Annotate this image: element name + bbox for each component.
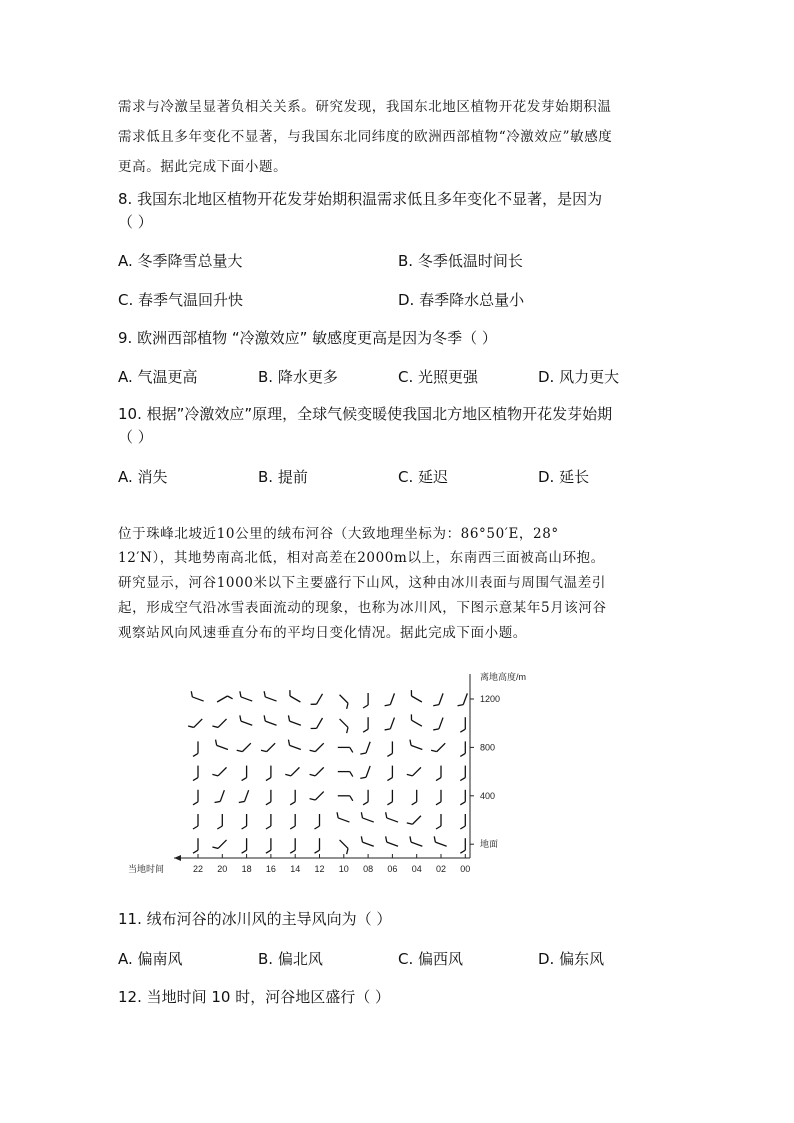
wind-barb: [408, 740, 424, 750]
wind-barb-staff: [412, 720, 422, 726]
wind-barb-feather: [409, 714, 414, 720]
intro2-line-3: 研究显示，河谷1000米以下主要盛行下山风，这种由冰川表面与周围气温差引: [118, 575, 606, 591]
wind-barb-feather: [460, 729, 465, 732]
wind-barb: [409, 690, 424, 702]
wind-barb-staff: [411, 745, 422, 749]
x-axis-arrow: [174, 855, 181, 861]
wind-barb: [336, 695, 350, 709]
wind-barb: [408, 836, 424, 846]
intro2-line-2: 12′N），其地势南高北低，相对高差在2000m以上，东南西三面被高山环抱。: [118, 550, 605, 566]
wind-barb-feather: [290, 802, 295, 805]
wind-barb-feather: [360, 751, 366, 756]
wind-barb-staff: [412, 767, 420, 775]
wind-barb-staff: [241, 721, 252, 725]
wind-barb-feather: [345, 703, 351, 709]
wind-barb-staff: [217, 696, 227, 702]
wind-barb-feather: [287, 715, 292, 721]
x-tick-label: 02: [435, 864, 447, 874]
wind-barb-feather: [350, 796, 353, 801]
wind-barb: [436, 766, 441, 781]
wind-barb-feather: [436, 778, 441, 781]
wind-barb-feather: [310, 772, 316, 778]
wind-barb-feather: [460, 753, 465, 756]
wind-barb-feather: [237, 748, 243, 754]
wind-barb-staff: [411, 842, 422, 846]
wind-barb-staff: [340, 695, 348, 703]
wind-barb: [360, 740, 370, 756]
wind-barb-staff: [387, 818, 398, 822]
wind-barb-staff: [366, 766, 370, 777]
wind-barb: [290, 790, 295, 805]
wind-barb-feather: [238, 691, 243, 697]
wind-barb: [363, 693, 368, 708]
wind-barb-feather: [266, 802, 271, 805]
wind-barb: [338, 747, 353, 752]
wind-barb-feather: [193, 802, 198, 805]
wind-barb-feather: [266, 826, 271, 829]
wind-barb: [287, 715, 303, 725]
wind-barb-feather: [261, 748, 267, 754]
y-tick-label: 地面: [480, 839, 499, 850]
q9-option-c[interactable]: C. 光照更强: [398, 368, 479, 386]
wind-barb-feather: [408, 836, 413, 842]
wind-barb-feather: [407, 821, 413, 827]
wind-barb: [335, 812, 351, 822]
q10-option-c[interactable]: C. 延迟: [398, 468, 449, 486]
wind-barb-staff: [241, 697, 252, 701]
y-tick-label: 1200: [480, 694, 501, 704]
wind-barb: [360, 764, 370, 780]
wind-barb: [290, 814, 295, 829]
wind-barb-feather: [311, 726, 317, 731]
intro2-line-1: 位于珠峰北坡近10公里的绒布河谷（大致地理坐标为：86°50′E，28°: [118, 526, 559, 542]
wind-barb: [239, 788, 249, 804]
wind-barb-feather: [433, 836, 438, 842]
wind-barb-feather: [384, 812, 389, 818]
wind-barb-feather: [431, 748, 437, 754]
wind-barb-feather: [360, 776, 366, 781]
wind-barb-feather: [350, 747, 353, 752]
y-tick-label: 800: [480, 742, 496, 753]
wind-barb: [193, 838, 198, 853]
wind-barb: [387, 766, 392, 781]
wind-barb-staff: [437, 743, 445, 751]
wind-barb: [460, 790, 465, 805]
wind-barb-staff: [265, 697, 276, 701]
wind-barb: [242, 766, 247, 781]
wind-barb-feather: [266, 850, 271, 853]
wind-barb-staff: [412, 816, 420, 824]
wind-barb: [433, 836, 449, 846]
y-axis-label: 离地高度/m: [480, 672, 526, 682]
wind-barb: [436, 814, 441, 829]
q11-option-d[interactable]: D. 偏东风: [538, 950, 605, 968]
wind-barb-feather: [310, 748, 316, 754]
q9-option-b[interactable]: B. 降水更多: [258, 368, 338, 386]
wind-barb: [460, 741, 465, 756]
chart-labels: [128, 671, 526, 874]
wind-barb-feather: [409, 690, 414, 696]
wind-barb-feather: [436, 802, 441, 805]
wind-barb: [385, 716, 395, 732]
wind-barb-feather: [387, 753, 392, 756]
wind-barb-staff: [338, 818, 349, 822]
wind-barb: [360, 836, 376, 846]
wind-barb-staff: [366, 742, 370, 753]
wind-barb-staff: [245, 790, 249, 801]
wind-barb-staff: [291, 767, 299, 775]
wind-barb: [217, 695, 232, 707]
wind-barb-feather: [193, 778, 198, 781]
wind-barb-feather: [345, 727, 351, 733]
wind-barb: [311, 716, 323, 731]
wind-barb-feather: [212, 845, 218, 851]
x-axis-label: 当地时间: [127, 864, 165, 874]
wind-barb: [193, 741, 198, 756]
wind-barb: [315, 814, 320, 829]
wind-barb-feather: [266, 778, 271, 781]
wind-barb: [363, 717, 368, 732]
wind-barb-feather: [460, 850, 465, 853]
wind-barb: [310, 764, 324, 778]
wind-barb-feather: [287, 690, 292, 696]
wind-barb: [460, 814, 465, 829]
wind-barb: [237, 740, 251, 754]
wind-barb-feather: [310, 797, 316, 803]
wind-barb: [287, 740, 303, 750]
x-tick-label: 18: [241, 864, 252, 874]
wind-barb-feather: [460, 826, 465, 829]
wind-barb: [261, 740, 275, 754]
q8-stem: 8. 我国东北地区植物开花发芽始期积温需求低且多年变化不显著，是因为: [118, 190, 603, 208]
intro1-line-2: 需求低且多年变化不显著，与我国东北同纬度的欧洲西部植物“冷激效应”敏感度: [118, 129, 613, 145]
intro2-line-5: 观察站风向风速垂直分布的平均日变化情况。据此完成下面小题。: [118, 625, 527, 641]
q11-option-b[interactable]: B. 偏北风: [258, 950, 323, 968]
wind-barb-staff: [267, 743, 275, 751]
wind-barb: [310, 740, 324, 754]
wind-barb-feather: [212, 724, 218, 730]
wind-barb-staff: [242, 743, 250, 751]
q10-paren: （ ）: [118, 428, 153, 446]
wind-barb-feather: [242, 826, 247, 829]
q8-option-a[interactable]: A. 冬季降雪总量大: [118, 252, 243, 270]
wind-barb-staff: [390, 693, 394, 704]
wind-barb-feather: [190, 691, 195, 697]
x-tick-label: 16: [265, 864, 276, 874]
wind-barb: [242, 814, 247, 829]
wind-barb-staff: [290, 721, 301, 725]
wind-barb: [238, 691, 254, 701]
wind-barb: [238, 715, 254, 725]
wind-barb-staff: [218, 840, 226, 848]
q11-stem: 11. 绒布河谷的冰川风的主导风向为（ ）: [118, 910, 392, 928]
wind-barb: [387, 790, 392, 805]
q10-stem: 10. 根据”冷激效应”原理，全球气候变暖使我国北方地区植物开花发芽始期: [118, 405, 613, 423]
wind-barb-feather: [262, 691, 267, 697]
wind-barb-feather: [433, 703, 439, 708]
wind-barb-feather: [436, 826, 441, 829]
x-tick-label: 10: [338, 864, 349, 874]
wind-barb-feather: [408, 740, 413, 746]
intro1-line-3: 更高。据此完成下面小题。: [118, 159, 288, 175]
wind-barb-staff: [217, 745, 228, 749]
wind-barb-feather: [315, 850, 320, 853]
wind-barb: [384, 812, 400, 822]
x-tick-label: 12: [314, 864, 325, 874]
wind-barb-feather: [212, 772, 218, 778]
wind-barb-feather: [387, 802, 392, 805]
wind-barb-staff: [390, 718, 394, 729]
wind-barb-staff: [218, 767, 226, 775]
wind-barb: [193, 814, 198, 829]
q11-option-c[interactable]: C. 偏西风: [398, 950, 464, 968]
wind-barb-feather: [387, 778, 392, 781]
wind-barb-staff: [218, 719, 226, 727]
wind-barb-feather: [290, 826, 295, 829]
wind-barb-feather: [242, 778, 247, 781]
wind-barb-feather: [345, 848, 351, 854]
wind-barb: [262, 715, 278, 725]
x-tick-label: 00: [460, 864, 471, 874]
wind-barb: [266, 766, 271, 781]
wind-barb: [242, 838, 247, 853]
x-tick-label: 08: [363, 864, 374, 874]
q10-option-d[interactable]: D. 延长: [538, 468, 590, 486]
wind-barb: [212, 715, 226, 729]
wind-barb-feather: [412, 802, 417, 805]
wind-barb-feather: [239, 800, 245, 805]
intro2-line-4: 起，形成空气沿冰雪表面流动的现象，也称为冰川风，下图示意某年5月该河谷: [118, 600, 607, 616]
wind-barb-staff: [220, 790, 224, 801]
wind-barb-feather: [287, 740, 292, 746]
wind-barb-feather: [433, 727, 439, 732]
wind-barb-staff: [412, 696, 422, 702]
wind-profile-chart: [118, 662, 568, 882]
wind-barb-feather: [188, 724, 194, 730]
wind-barb-staff: [315, 767, 323, 775]
wind-barb-staff: [192, 697, 203, 701]
wind-barb-feather: [290, 850, 295, 853]
y-tick-label: 400: [480, 790, 496, 801]
wind-barb: [190, 691, 206, 701]
q12-stem: 12. 当地时间 10 时，河谷地区盛行（ ）: [118, 988, 391, 1006]
wind-barb-feather: [335, 812, 340, 818]
wind-barb-staff: [387, 842, 398, 846]
wind-barb: [311, 691, 323, 706]
wind-barb: [310, 788, 324, 802]
wind-barb-feather: [360, 836, 365, 842]
q9-stem: 9. 欧洲西部植物 “冷激效应” 敏感度更高是因为冬季（ ）: [118, 329, 497, 347]
wind-barb: [336, 840, 350, 854]
wind-barb-feather: [214, 740, 219, 746]
x-tick-label: 04: [411, 864, 422, 874]
wind-barb: [407, 764, 421, 778]
wind-barb-feather: [215, 800, 221, 805]
wind-barb: [262, 691, 278, 701]
wind-barb-feather: [193, 826, 198, 829]
wind-barb-feather: [193, 850, 198, 853]
wind-barb: [290, 838, 295, 853]
wind-barb: [431, 740, 445, 754]
wind-barb-feather: [262, 715, 267, 721]
wind-barb: [188, 715, 202, 729]
wind-barb: [266, 814, 271, 829]
wind-barb-staff: [439, 693, 443, 704]
wind-barb: [458, 692, 468, 708]
chart-barbs: [188, 690, 467, 854]
wind-barb: [407, 812, 421, 826]
wind-barb-staff: [317, 694, 323, 704]
wind-barb-feather: [193, 753, 198, 756]
wind-barb: [384, 836, 400, 846]
wind-barb: [412, 790, 417, 805]
q8-option-b[interactable]: B. 冬季低温时间长: [398, 252, 523, 270]
q8-option-d[interactable]: D. 春季降水总量小: [398, 291, 525, 309]
wind-barb: [436, 790, 441, 805]
q10-option-a[interactable]: A. 消失: [118, 468, 168, 486]
wind-barb: [433, 716, 443, 732]
wind-barb-staff: [315, 743, 323, 751]
wind-barb-feather: [315, 826, 320, 829]
wind-barb: [266, 790, 271, 805]
wind-barb-staff: [290, 745, 301, 749]
wind-barb: [215, 788, 225, 804]
wind-barb: [315, 838, 320, 853]
q9-option-a[interactable]: A. 气温更高: [118, 368, 198, 386]
wind-barb-feather: [460, 778, 465, 781]
wind-barb: [287, 690, 302, 702]
wind-barb: [460, 717, 465, 732]
wind-barb-feather: [242, 850, 247, 853]
x-tick-label: 20: [217, 864, 228, 874]
wind-barb-staff: [317, 718, 323, 728]
wind-barb: [360, 812, 376, 822]
wind-barb: [338, 796, 353, 801]
q8-paren: （ ）: [118, 213, 153, 231]
wind-barb-feather: [385, 727, 391, 732]
wind-barb-staff: [194, 719, 202, 727]
wind-barb: [285, 764, 299, 778]
wind-barb-staff: [340, 719, 348, 727]
x-tick-label: 06: [387, 864, 398, 874]
wind-barb-feather: [311, 702, 317, 707]
wind-barb: [460, 766, 465, 781]
wind-barb-staff: [265, 721, 276, 725]
wind-barb-feather: [363, 802, 368, 805]
wind-barb: [212, 836, 226, 850]
wind-barb-staff: [290, 696, 300, 702]
wind-barb-feather: [407, 772, 413, 778]
wind-barb: [363, 790, 368, 805]
wind-barb: [217, 814, 222, 829]
wind-barb: [433, 692, 443, 708]
wind-barb: [385, 692, 395, 708]
wind-barb-staff: [340, 840, 348, 848]
wind-barb-feather: [238, 715, 243, 721]
wind-barb-staff: [463, 693, 467, 704]
q10-option-b[interactable]: B. 提前: [258, 468, 308, 486]
wind-barb-staff: [362, 842, 373, 846]
x-tick-label: 22: [192, 864, 204, 874]
wind-barb: [387, 741, 392, 756]
wind-barb: [193, 790, 198, 805]
wind-barb: [212, 764, 226, 778]
q11-option-a[interactable]: A. 偏南风: [118, 950, 183, 968]
wind-barb-feather: [217, 826, 222, 829]
wind-barb-staff: [435, 842, 446, 846]
wind-barb-feather: [363, 705, 368, 708]
wind-barb: [460, 838, 465, 853]
wind-barb-feather: [350, 772, 353, 777]
wind-barb-feather: [458, 703, 464, 708]
wind-barb: [193, 766, 198, 781]
wind-barb-staff: [315, 792, 323, 800]
intro1-line-1: 需求与冷激呈显著负相关关系。研究发现，我国东北地区植物开花发芽始期积温: [118, 99, 612, 115]
wind-barb: [214, 740, 230, 750]
wind-barb-feather: [360, 812, 365, 818]
wind-barb-feather: [363, 729, 368, 732]
q9-option-d[interactable]: D. 风力更大: [538, 368, 620, 386]
wind-barb-feather: [227, 695, 232, 701]
x-tick-label: 14: [290, 864, 301, 874]
wind-barb-staff: [439, 718, 443, 729]
wind-barb-feather: [460, 802, 465, 805]
wind-barb: [409, 714, 424, 726]
wind-barb: [338, 772, 353, 777]
q8-option-c[interactable]: C. 春季气温回升快: [118, 291, 244, 309]
wind-barb-staff: [362, 818, 373, 822]
chart-axes: [174, 674, 474, 861]
wind-barb-feather: [384, 836, 389, 842]
wind-barb: [336, 719, 350, 733]
wind-barb-feather: [285, 772, 291, 778]
wind-barb-feather: [385, 703, 391, 708]
wind-barb: [266, 838, 271, 853]
